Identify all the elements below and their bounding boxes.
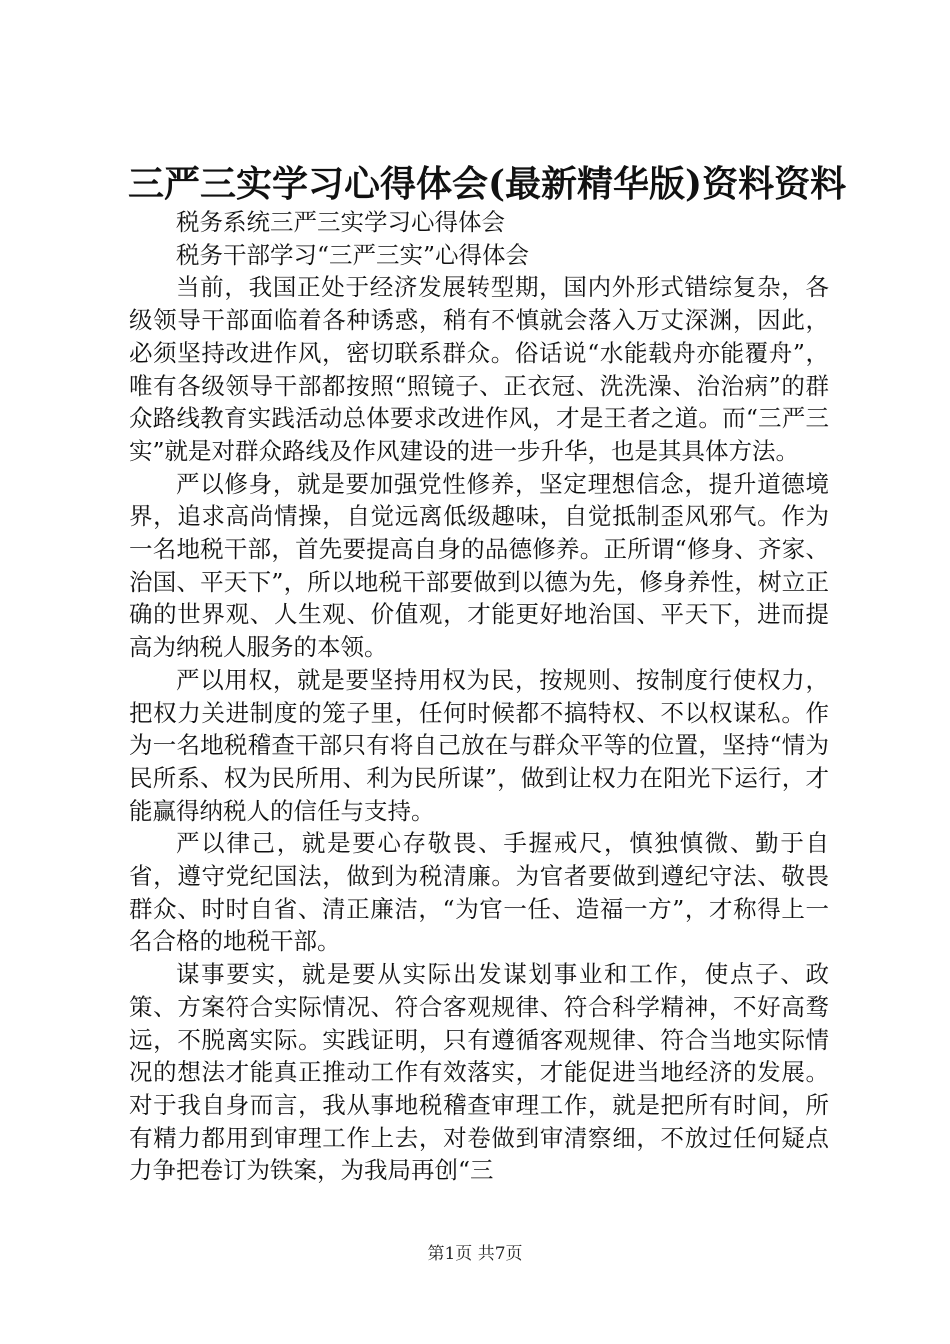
body-paragraph: 当前，我国正处于经济发展转型期，国内外形式错综复杂，各级领导干部面临着各种诱惑，稍有不慎就会落入万丈深渊，因此，必须坚持改进作风，密切联系群众。俗话说“水能载舟亦能覆舟”，唯有各级领导干部都按照“照镜子、正衣冠、洗洗澡、治治病”的群众路线教育实践活动总体要求改进作风，才是王者之道。而“三严三实”就是对群众路线及作风建设的进一步升华，也是其具体方法。 — [129, 273, 829, 465]
subtitle-line: 税务系统三严三实学习心得体会 — [176, 208, 505, 236]
page-footer: 第1页 共7页 — [427, 1244, 523, 1264]
body-paragraph: 严以律己，就是要心存敬畏、手握戒尺，慎独慎微、勤于自省，遵守党纪国法，做到为税清廉。为官者要做到遵纪守法、敬畏群众、时时自省、清正廉洁，“为官一任、造福一方”，才称得上一名合格的地税干部。 — [129, 829, 829, 956]
subtitle-line: 税务干部学习“三严三实”心得体会 — [176, 240, 530, 269]
body-paragraph: 谋事要实，就是要从实际出发谋划事业和工作，使点子、政策、方案符合实际情况、符合客观规律、符合科学精神，不好高骛远，不脱离实际。实践证明，只有遵循客观规律、符合当地实际情况的想法才能真正推动工作有效落实，才能促进当地经济的发展。对于我自身而言，我从事地税稽查审理工作，就是把所有时间，所有精力都用到审理工作上去，对卷做到审清察细，不放过任何疑点力争把卷订为铁案，为我局再创“三 — [129, 960, 829, 1185]
body-paragraph: 严以用权，就是要坚持用权为民，按规则、按制度行使权力，把权力关进制度的笼子里，任何时候都不搞特权、不以权谋私。作为一名地税稽查干部只有将自己放在与群众平等的位置，坚持“情为民所系、权为民所用、利为民所谋”，做到让权力在阳光下运行，才能赢得纳税人的信任与支持。 — [129, 665, 829, 825]
body-paragraph: 严以修身，就是要加强党性修养，坚定理想信念，提升道德境界，追求高尚情操，自觉远离低级趣味，自觉抵制歪风邪气。作为一名地税干部，首先要提高自身的品德修养。正所谓“修身、齐家、治国、平天下”，所以地税干部要做到以德为先，修身养性，树立正确的世界观、人生观、价值观，才能更好地治国、平天下，进而提高为纳税人服务的本领。 — [129, 469, 829, 662]
document-body — [129, 206, 829, 1187]
document-title: 三严三实学习心得体会(最新精华版)资料资料 — [128, 163, 847, 205]
